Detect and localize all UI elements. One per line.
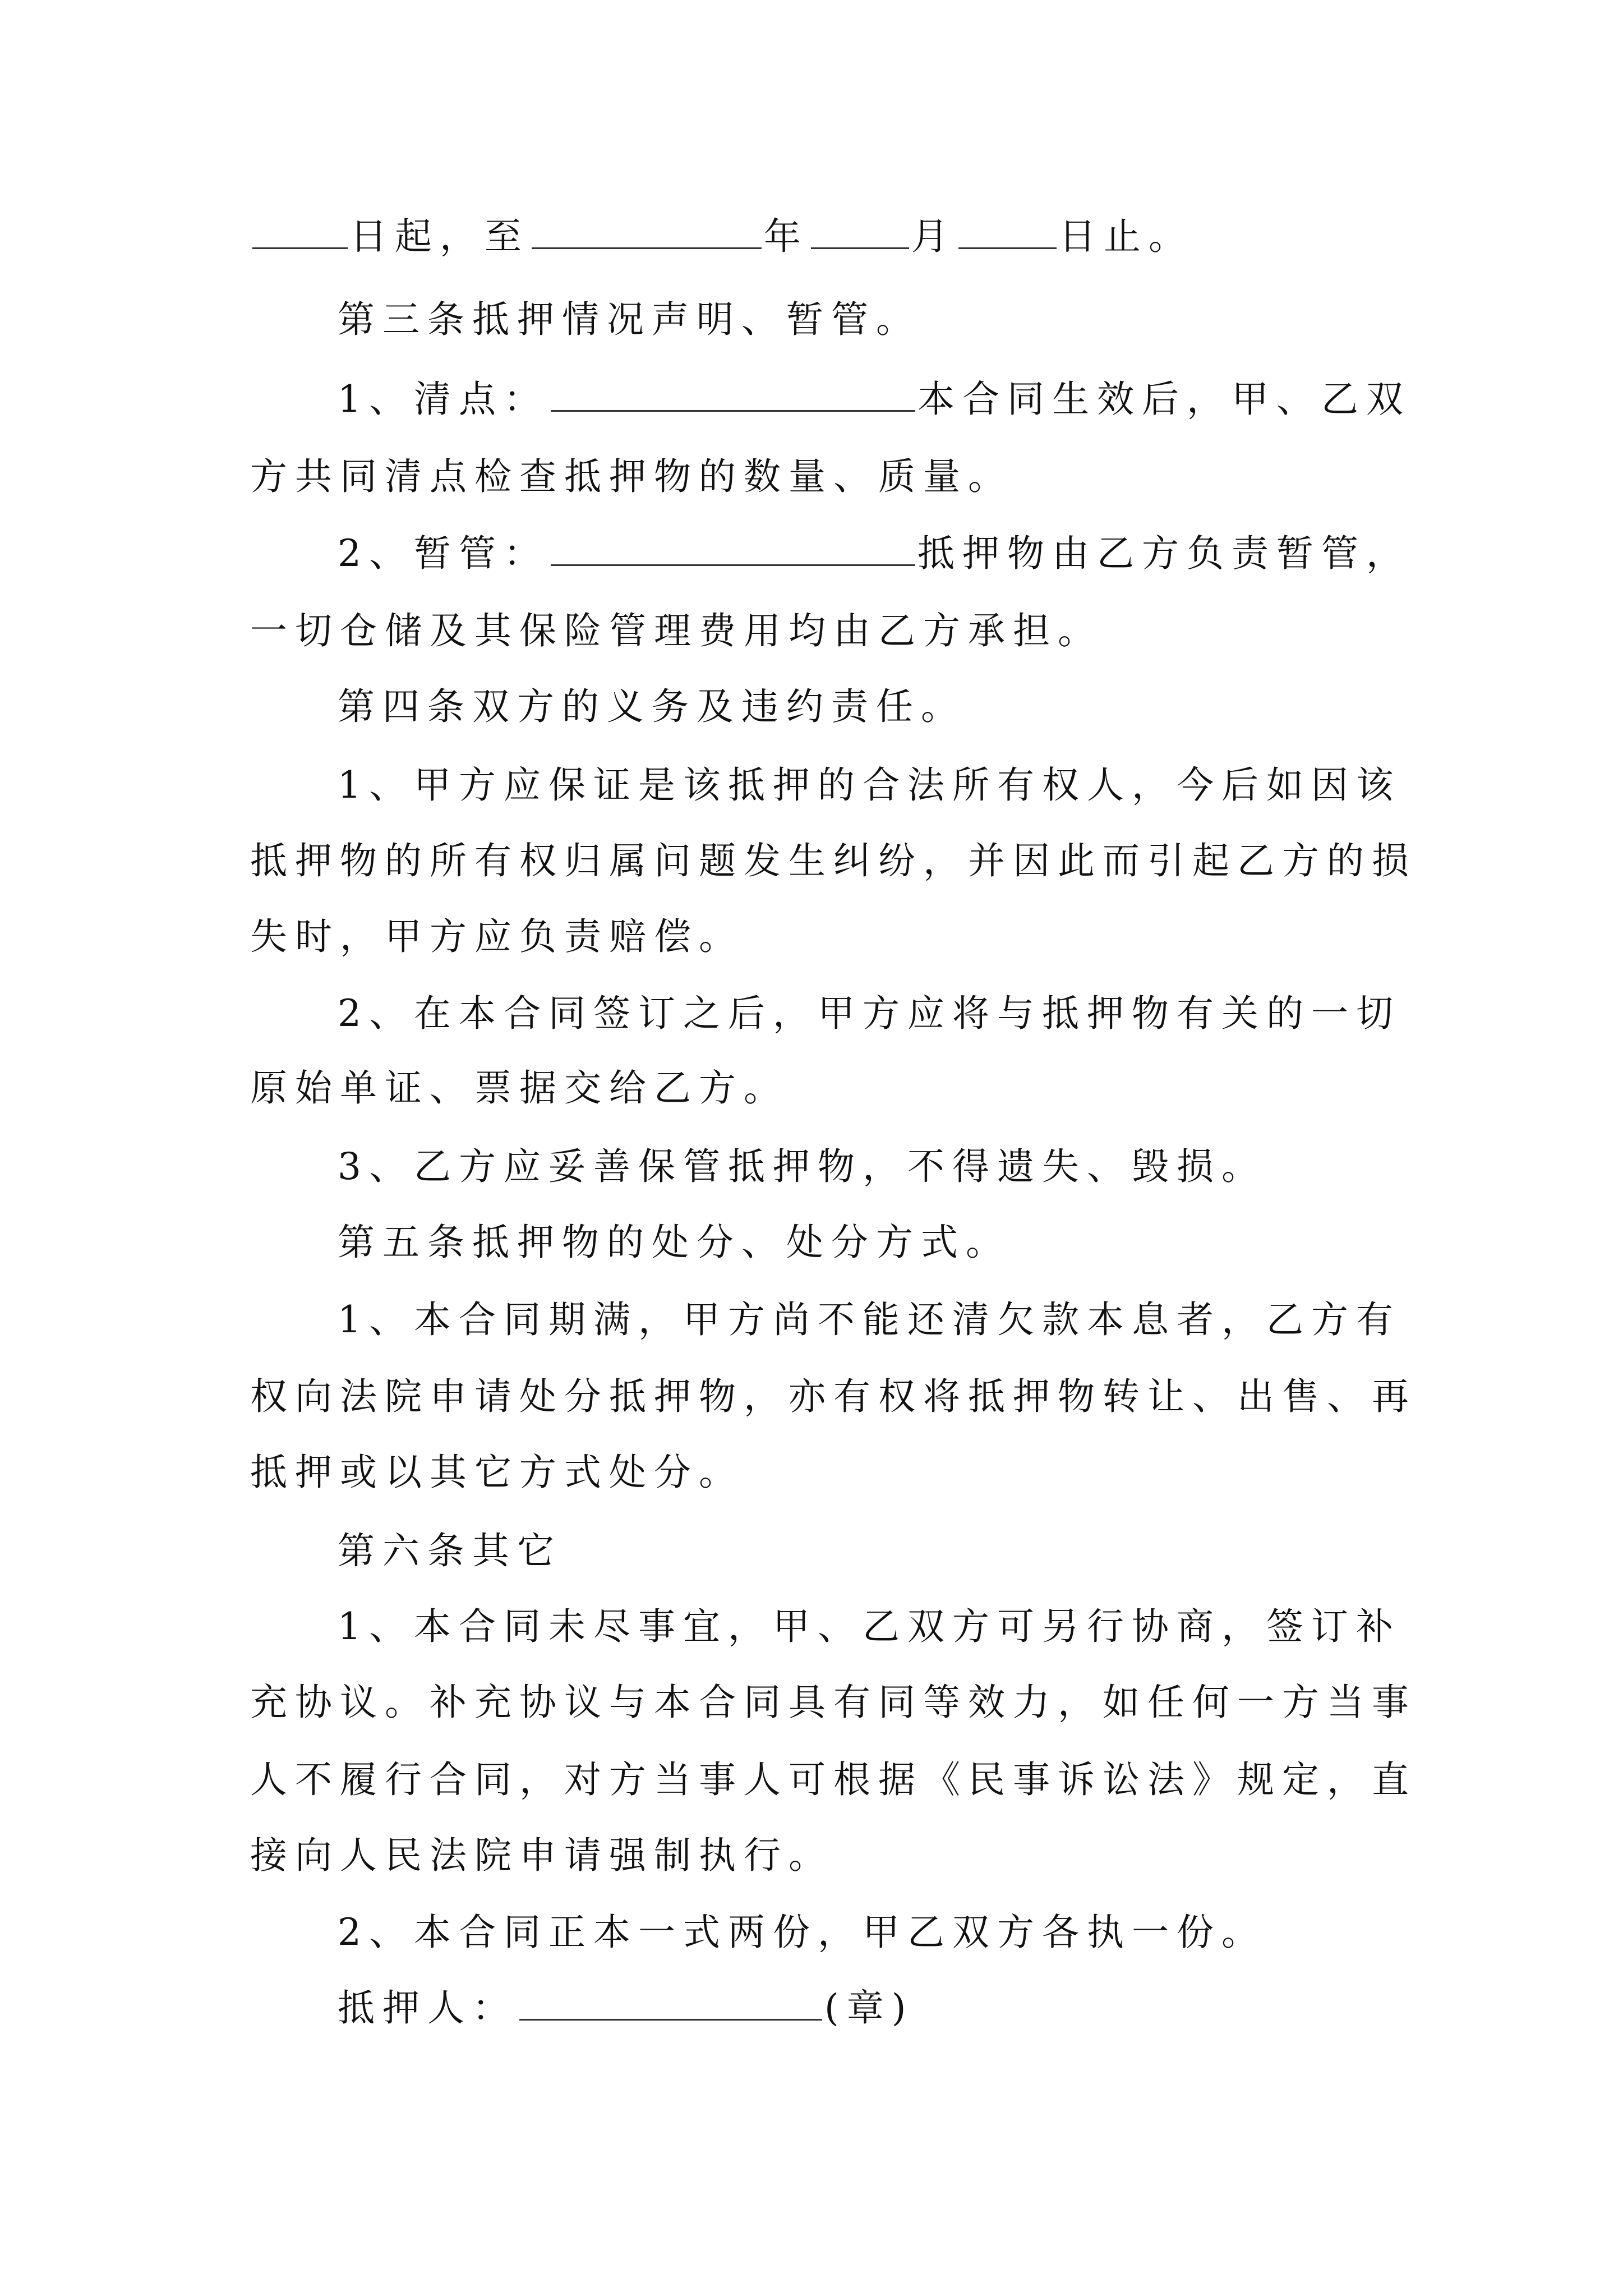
text-segment: 本合同生效后，甲、乙双 — [917, 378, 1411, 421]
mortgagor-label: 抵押人： — [338, 1986, 517, 2030]
paragraph-line: 权向法院申请处分抵押物，亦有权将抵押物转让、出售、再 — [250, 1375, 1417, 1418]
text-segment: 日起，至 — [350, 215, 529, 258]
paragraph-line: 接向人民法院申请强制执行。 — [250, 1834, 833, 1877]
paragraph-line: 方共同清点检查抵押物的数量、质量。 — [250, 455, 1013, 498]
text-segment: 年 — [764, 215, 809, 258]
paragraph-line: 1、本合同未尽事宜，甲、乙双方可另行协商，签订补 — [338, 1605, 1401, 1648]
text-segment: 抵押物由乙方负责暂管， — [917, 532, 1411, 575]
paragraph-line: 抵押物的所有权归属问题发生纠纷，并因此而引起乙方的损 — [250, 839, 1417, 882]
text-segment: 1、清点： — [338, 378, 548, 421]
paragraph-line: 2、本合同正本一式两份，甲乙双方各执一份。 — [338, 1911, 1266, 1954]
end-day-blank[interactable] — [958, 213, 1057, 249]
signature-line — [338, 1980, 914, 2036]
article-heading: 第五条抵押物的处分、处分方式。 — [338, 1221, 1011, 1264]
custody-blank[interactable] — [551, 530, 915, 566]
end-month-blank[interactable] — [811, 213, 909, 249]
end-year-blank[interactable] — [532, 213, 762, 249]
paragraph-line: 失时，甲方应负责赔偿。 — [250, 915, 744, 958]
text-segment: 日止。 — [1059, 215, 1193, 258]
article-heading: 第六条其它 — [338, 1529, 562, 1572]
paragraph-line: 抵押或以其它方式处分。 — [250, 1451, 744, 1494]
paragraph-line: 1、甲方应保证是该抵押的合法所有权人，今后如因该 — [338, 763, 1401, 807]
text-segment: 2、暂管： — [338, 532, 548, 575]
paragraph-line: 1、本合同期满，甲方尚不能还清欠款本息者，乙方有 — [338, 1298, 1401, 1341]
paragraph-line: 一切仓储及其保险管理费用均由乙方承担。 — [250, 609, 1103, 652]
count-blank[interactable] — [551, 375, 915, 412]
date-range-line — [250, 209, 1193, 265]
paragraph-line: 人不履行合同，对方当事人可根据《民事诉讼法》规定，直 — [250, 1758, 1417, 1801]
text-segment: 月 — [911, 215, 956, 258]
paragraph-line — [338, 371, 1411, 427]
start-day-blank[interactable] — [252, 213, 348, 249]
paragraph-line: 原始单证、票据交给乙方。 — [250, 1066, 789, 1110]
article-heading: 第四条双方的义务及违约责任。 — [338, 685, 966, 728]
paragraph-line: 2、在本合同签订之后，甲方应将与抵押物有关的一切 — [338, 992, 1401, 1035]
paragraph-line: 充协议。补充协议与本合同具有同等效力，如任何一方当事 — [250, 1681, 1417, 1724]
article-heading: 第三条抵押情况声明、暂管。 — [338, 298, 921, 341]
paragraph-line: 3、乙方应妥善保管抵押物，不得遗失、毁损。 — [338, 1145, 1266, 1188]
paragraph-line — [338, 526, 1411, 582]
mortgagor-blank[interactable] — [519, 1984, 822, 2021]
seal-label: (章) — [824, 1986, 914, 2030]
